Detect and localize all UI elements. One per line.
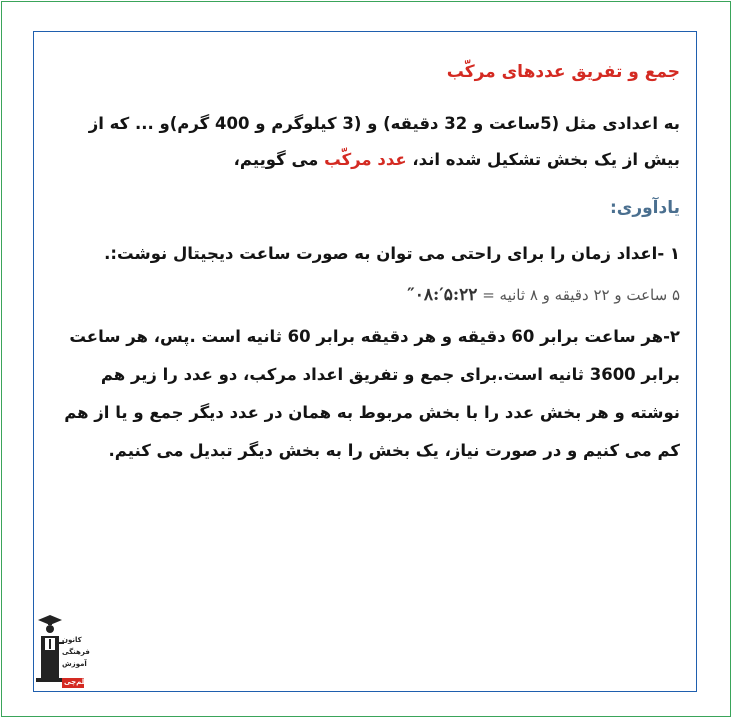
logo-line-4: قلم‌چی — [64, 678, 90, 686]
intro-line1: به اعدادی مثل (5ساعت و 32 دقیقه) و (3 کیلوگرم و 400 گرم)و ... که از — [88, 114, 680, 133]
intro-line2-after: می گوییم، — [233, 150, 325, 169]
intro-paragraph — [50, 106, 680, 178]
point-2: ۲-هر ساعت برابر 60 دقیقه و هر دقیقه برابر 60 ثانیه است .پس، هر ساعت برابر 3600 ثانیه است.برای جمع و تفریق اعداد مرکب، دو عدد را زیر هم نوشته و هر بخش عدد را با بخش مربوط به همان در عدد دیگر جمع و یا از هم کم می کنیم و در صورت نیاز، یک بخش را به بخش دیگر تبدیل می کنیم. — [64, 327, 680, 460]
formula-equals: = — [482, 286, 495, 304]
lesson-content — [50, 58, 680, 470]
lesson-title: جمع و تفریق عددهای مرکّب — [446, 62, 680, 82]
publisher-logo — [36, 612, 90, 690]
time-formula — [50, 280, 680, 310]
formula-text-form: ۵ ساعت و ۲۲ دقیقه و ۸ ثانیه — [499, 286, 680, 304]
logo-line-2: فرهنگی — [62, 648, 90, 656]
recall-heading: یادآوری: — [609, 198, 680, 218]
logo-line-3: آموزش — [62, 660, 87, 668]
compound-number-term: عدد مرکّب — [324, 150, 407, 169]
formula-digital-form: ۵:۲۲′:۰۸″ — [407, 285, 478, 305]
logo-line-1: کانون — [62, 636, 82, 644]
point-1: ۱ -اعداد زمان را برای راحتی می توان به صورت ساعت دیجیتال نوشت:. — [104, 244, 680, 263]
intro-line2-before: بیش از یک بخش تشکیل شده اند، — [406, 150, 680, 169]
